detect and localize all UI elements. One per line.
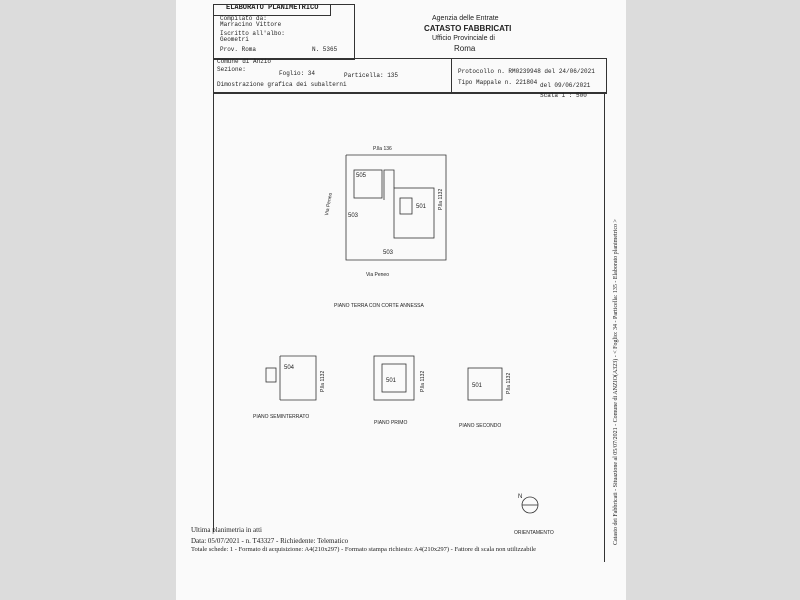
iscritto-label: Iscritto all'albo: [220,30,285,37]
label-504: 504 [284,365,295,371]
footer-line-3: Totale schede: 1 - Formato di acquisizione: A4(210x297) - Formato stampa richiesto: A4(210x297) - Fattore di scala non utilizzabile [191,546,537,553]
caption-piano-terra: PIANO TERRA CON CORTE ANNESSA [334,303,424,309]
agency-line-2: CATASTO FABBRICATI [424,24,512,33]
seminterrato-stair [266,368,276,382]
label-503-left: 503 [348,213,359,219]
label-501-secondo: 501 [472,383,483,389]
footer-line-2: Data: 05/07/2021 - n. T43327 - Richiedente: Telematico [191,537,349,545]
document-sheet [176,0,626,600]
sezione: Sezione: [217,66,246,73]
floor-plans [176,0,626,600]
dimostrazione: Dimostrazione grafica dei subalterni [217,81,347,88]
label-pla-1132-semi: P.lla 1132 [320,370,326,392]
tipo-mappale: Tipo Mappale n. 221804 [458,79,538,86]
compilato-label: Compilato da: [220,15,267,22]
label-501-terra: 501 [416,204,427,210]
foglio: Foglio: 34 [279,70,316,77]
compilato-name: Marracino Vittore [220,21,282,28]
form-title: ELABORATO PLANIMETRICO [226,4,319,12]
stair-block [400,198,412,214]
protocollo: Protocollo n. RM0239948 del 24/06/2021 [458,68,595,75]
courtyard-line [384,170,394,200]
caption-orientamento: ORIENTAMENTO [514,530,554,536]
seminterrato-plan [280,356,316,400]
label-pla-136: P.lla 136 [373,146,392,152]
label-pla-1132-secondo: P.lla 1132 [506,372,512,394]
label-501-primo: 501 [386,378,397,384]
comune: Comune di Anzio [217,58,272,65]
caption-primo: PIANO PRIMO [374,420,408,426]
caption-secondo: PIANO SECONDO [459,423,502,429]
tipo-del: del 09/06/2021 [540,82,591,89]
label-pla-1132-terra: P.lla 1132 [438,188,444,210]
label-503-bottom: 503 [383,250,394,256]
label-505: 505 [356,173,367,179]
footer-line-1: Ultima planimetria in atti [191,526,262,534]
label-pla-1132-primo: P.lla 1132 [420,370,426,392]
iscritto-value: Geometri [220,36,249,43]
scala: Scala 1 : 500 [540,92,587,99]
agency-line-4: Roma [454,44,476,53]
numero: N. 5365 [312,46,338,53]
caption-seminterrato: PIANO SEMINTERRATO [253,414,310,420]
side-note: Catasto dei Fabbricati - Situazione al 05/07/2021 - Comune di ANZIO(A323) - < Foglio: 34 - Particella: 135 - Elaborato planimetrico > [613,219,619,545]
label-via-peneo-side: Via Peneo [324,192,334,217]
piano-terra-plan [346,155,446,260]
agency-line-3: Ufficio Provinciale di [432,35,495,42]
north-label: N [518,494,523,500]
agency-line-1: Agenzia delle Entrate [432,15,499,22]
prov-label: Prov. Roma [220,46,257,53]
particella: Particella: 135 [344,72,399,79]
label-via-peneo-bottom: Via Peneo [366,272,389,278]
